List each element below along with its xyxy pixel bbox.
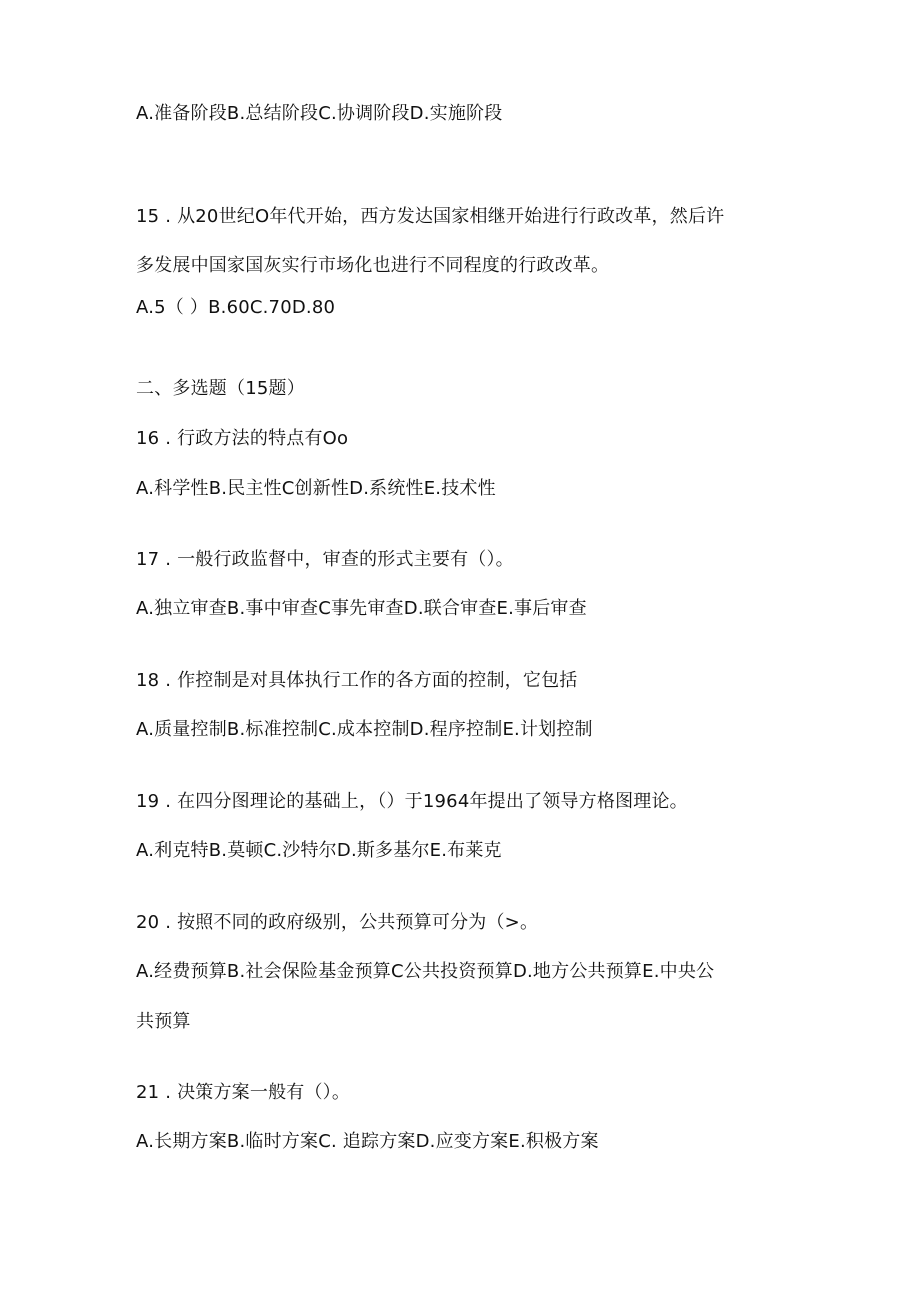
q16-options: A.科学性B.民主性C创新性D.系统性E.技术性 (136, 478, 496, 499)
q17-options: A.独立审查B.事中审查C事先审查D.联合审查E.事后审查 (136, 598, 587, 619)
q21-options: A.长期方案B.临时方案C. 追踪方案D.应变方案E.积极方案 (136, 1131, 599, 1152)
q14-options: A.准备阶段B.总结阶段C.协调阶段D.实施阶段 (136, 103, 503, 124)
q21-question: 21 . 决策方案一般有（）。 (136, 1082, 351, 1103)
q17-question: 17 . 一般行政监督中，审查的形式主要有（）。 (136, 549, 514, 570)
q20-options-line1: A.经费预算B.社会保险基金预算C公共投资预算D.地方公共预算E.中央公 (136, 961, 715, 982)
q18-question: 18 . 作控制是对具体执行工作的各方面的控制，它包括 (136, 670, 578, 691)
q15-options: A.5（ ）B.60C.70D.80 (136, 297, 336, 318)
q20-options-line2: 共预算 (136, 1011, 191, 1032)
q19-options: A.利克特B.莫顿C.沙特尔D.斯多基尔E.布莱克 (136, 840, 502, 861)
q15-question-line2: 多发展中国家国灰实行市场化也进行不同程度的行政改革。 (136, 255, 610, 276)
q18-options: A.质量控制B.标准控制C.成本控制D.程序控制E.计划控制 (136, 719, 593, 740)
q19-question: 19 . 在四分图理论的基础上，（）于1964年提出了领导方格图理论。 (136, 791, 688, 812)
q15-question-line1: 15 . 从20世纪O年代开始，西方发达国家相继开始进行行政改革，然后许 (136, 206, 725, 227)
q20-question: 20 . 按照不同的政府级别，公共预算可分为（>。 (136, 912, 539, 933)
q16-question: 16 . 行政方法的特点有Oo (136, 428, 349, 449)
section-heading-multiple-choice: 二、多选题（15题） (136, 378, 305, 399)
